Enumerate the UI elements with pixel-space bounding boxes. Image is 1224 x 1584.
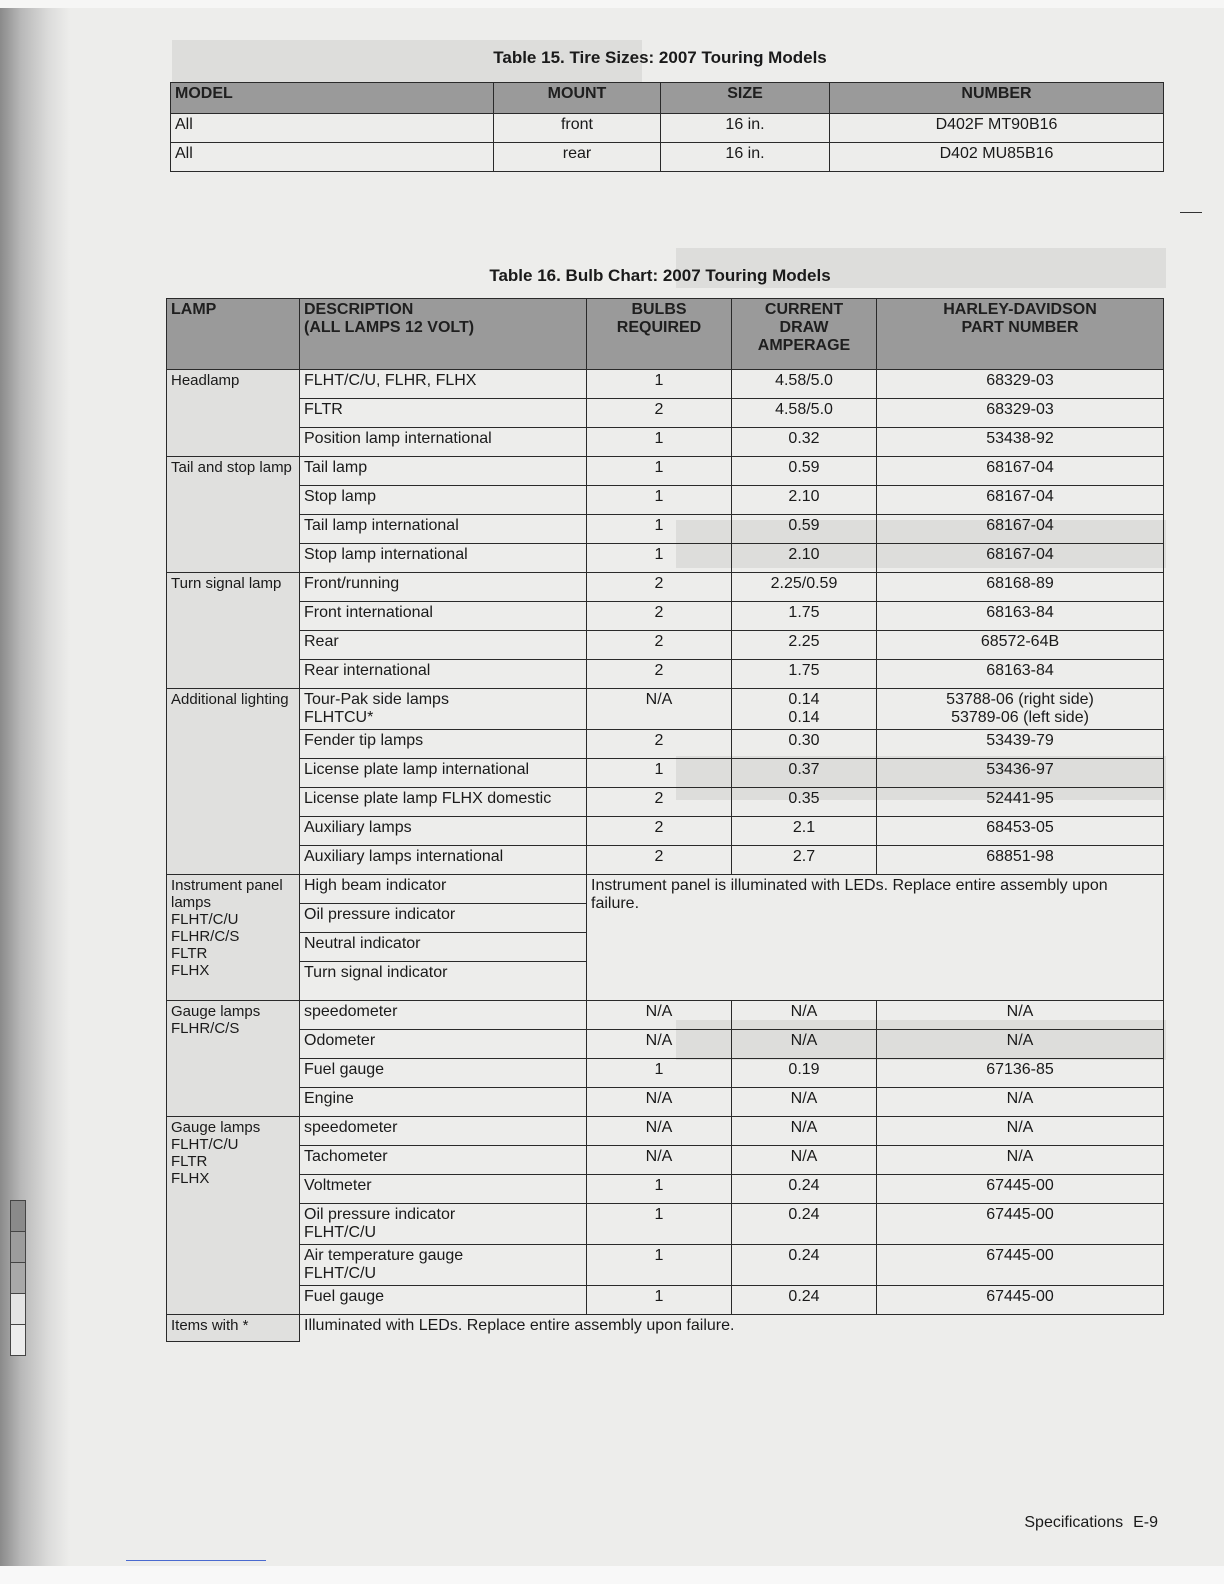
cell: 2 [587, 631, 732, 660]
margin-tab-marks [10, 1200, 26, 1356]
cell: 67136-85 [877, 1059, 1164, 1088]
cell: 2 [587, 817, 732, 846]
table-row [167, 1175, 1164, 1204]
cell: 68167-04 [877, 544, 1164, 573]
cell [300, 689, 587, 730]
header-amperage-line2: DRAW [779, 319, 829, 336]
header-amperage-line3: AMPERAGE [757, 337, 851, 354]
cell: License plate lamp FLHX domestic [300, 788, 587, 817]
cell: N/A [587, 1030, 732, 1059]
group-tail-stop: Tail and stop lamp [167, 457, 300, 573]
cell: rear [494, 143, 661, 172]
header-bulbs-line1: BULBS [631, 301, 687, 318]
model-label: FLTR [171, 945, 208, 962]
cell: Fuel gauge [300, 1059, 587, 1088]
cell: Tail lamp international [300, 515, 587, 544]
header-part-number [877, 299, 1164, 370]
cell-line: Oil pressure indicator [304, 1206, 456, 1223]
header-description-line2: (ALL LAMPS 12 VOLT) [304, 319, 475, 336]
cell: 1 [587, 1245, 732, 1286]
cell: 0.24 [732, 1286, 877, 1315]
cell: 1 [587, 428, 732, 457]
group-items-with-asterisk: Items with * [167, 1315, 300, 1342]
cell: Front international [300, 602, 587, 631]
instrument-panel-note: Instrument panel is illuminated with LEDs. Replace entire assembly upon failure. [587, 875, 1164, 1001]
group-instrument-panel-label: Instrument panel lamps [171, 877, 283, 911]
cell: 0.59 [732, 457, 877, 486]
cell: N/A [877, 1001, 1164, 1030]
table-row [171, 143, 1164, 172]
scan-artifact-line [126, 1560, 266, 1561]
table-row [167, 457, 1164, 486]
group-headlamp: Headlamp [167, 370, 300, 457]
cell [300, 1204, 587, 1245]
cell: 68167-04 [877, 515, 1164, 544]
cell: 1 [587, 457, 732, 486]
margin-tab [10, 1293, 26, 1324]
cell: All [171, 114, 494, 143]
cell: FLHT/C/U, FLHR, FLHX [300, 370, 587, 399]
cell: Neutral indicator [300, 933, 587, 962]
header-size: SIZE [661, 83, 830, 114]
cell: 0.24 [732, 1175, 877, 1204]
cell: Rear international [300, 660, 587, 689]
cell: 68329-03 [877, 370, 1164, 399]
cell: 1.75 [732, 602, 877, 631]
cell-line: 0.14 [788, 691, 820, 708]
cell: Auxiliary lamps [300, 817, 587, 846]
cell: 68167-04 [877, 457, 1164, 486]
cell: N/A [732, 1117, 877, 1146]
cell: 68572-64B [877, 631, 1164, 660]
bottom-edge [0, 1566, 1224, 1584]
cell: FLTR [300, 399, 587, 428]
table-row [167, 817, 1164, 846]
cell: 2 [587, 573, 732, 602]
table-row [167, 515, 1164, 544]
cell-line: FLHTCU* [304, 709, 374, 726]
model-label: FLHT/C/U [171, 911, 239, 928]
table-row [167, 730, 1164, 759]
cell: D402F MT90B16 [830, 114, 1164, 143]
header-description-line1: DESCRIPTION [304, 301, 414, 318]
group-additional-lighting: Additional lighting [167, 689, 300, 875]
cell: Fender tip lamps [300, 730, 587, 759]
table-row [171, 114, 1164, 143]
tire-table-title: Table 15. Tire Sizes: 2007 Touring Models [493, 48, 827, 67]
cell: 68329-03 [877, 399, 1164, 428]
cell: 1 [587, 370, 732, 399]
cell-line: 0.14 [788, 709, 820, 726]
header-part-number-line1: HARLEY-DAVIDSON [943, 301, 1097, 318]
margin-tab [10, 1200, 26, 1231]
cell [732, 689, 877, 730]
model-label: FLHR/C/S [171, 928, 240, 945]
table-row [167, 1001, 1164, 1030]
cell: 2.7 [732, 846, 877, 875]
cell: Front/running [300, 573, 587, 602]
cell: N/A [877, 1030, 1164, 1059]
cell: 53439-79 [877, 730, 1164, 759]
margin-tab [10, 1231, 26, 1262]
model-label: FLHX [171, 1170, 210, 1187]
margin-tab [10, 1324, 26, 1356]
table-row [167, 1315, 1164, 1342]
items-note: Illuminated with LEDs. Replace entire assembly upon failure. [300, 1315, 1164, 1342]
cell: N/A [587, 1088, 732, 1117]
cell: 1 [587, 1059, 732, 1088]
cell: 1 [587, 1204, 732, 1245]
cell: Voltmeter [300, 1175, 587, 1204]
table-row [167, 875, 1164, 904]
cell: 67445-00 [877, 1204, 1164, 1245]
cell: 1 [587, 759, 732, 788]
cell: 0.37 [732, 759, 877, 788]
cell: 68168-89 [877, 573, 1164, 602]
cell: 0.59 [732, 515, 877, 544]
cell: 2.25 [732, 631, 877, 660]
table-row [167, 1088, 1164, 1117]
page-footer [1024, 1514, 1158, 1532]
cell: Turn signal indicator [300, 962, 587, 1001]
cell: 0.19 [732, 1059, 877, 1088]
group-gauge-lamps-label: Gauge lamps [171, 1003, 261, 1020]
table-row [167, 428, 1164, 457]
cell: 16 in. [661, 143, 830, 172]
cell: Auxiliary lamps international [300, 846, 587, 875]
cell: High beam indicator [300, 875, 587, 904]
table-row [167, 486, 1164, 515]
cell: 52441-95 [877, 788, 1164, 817]
cell: 68163-84 [877, 602, 1164, 631]
cell: 53436-97 [877, 759, 1164, 788]
cell: 0.30 [732, 730, 877, 759]
cell: N/A [732, 1030, 877, 1059]
group-turn-signal: Turn signal lamp [167, 573, 300, 689]
cell: 2 [587, 602, 732, 631]
cell [300, 1245, 587, 1286]
model-label: FLTR [171, 1153, 208, 1170]
cell: 16 in. [661, 114, 830, 143]
stray-mark [1180, 212, 1202, 213]
cell [877, 689, 1164, 730]
table-row [167, 1146, 1164, 1175]
cell: Oil pressure indicator [300, 904, 587, 933]
group-instrument-panel [167, 875, 300, 1001]
table-row [167, 759, 1164, 788]
cell: N/A [877, 1146, 1164, 1175]
cell: 2.10 [732, 544, 877, 573]
cell: N/A [587, 1146, 732, 1175]
cell-line: FLHT/C/U [304, 1224, 376, 1241]
cell: N/A [587, 1001, 732, 1030]
header-model: MODEL [171, 83, 494, 114]
cell: 2.10 [732, 486, 877, 515]
table-row [167, 788, 1164, 817]
table-row [167, 1204, 1164, 1245]
cell-line: Tour-Pak side lamps [304, 691, 449, 708]
cell: 53438-92 [877, 428, 1164, 457]
cell: N/A [877, 1088, 1164, 1117]
cell: Engine [300, 1088, 587, 1117]
table-row [167, 1059, 1164, 1088]
cell: License plate lamp international [300, 759, 587, 788]
cell: Fuel gauge [300, 1286, 587, 1315]
cell: 1 [587, 1286, 732, 1315]
header-bulbs [587, 299, 732, 370]
cell: Tail lamp [300, 457, 587, 486]
cell: 67445-00 [877, 1286, 1164, 1315]
header-mount: MOUNT [494, 83, 661, 114]
table-row [167, 1030, 1164, 1059]
cell: 2.25/0.59 [732, 573, 877, 602]
group-gauge-lamps-flhr [167, 1001, 300, 1117]
cell: All [171, 143, 494, 172]
cell: 2 [587, 788, 732, 817]
cell: 68851-98 [877, 846, 1164, 875]
table-row [167, 631, 1164, 660]
cell: 67445-00 [877, 1245, 1164, 1286]
cell: speedometer [300, 1001, 587, 1030]
cell: 1 [587, 1175, 732, 1204]
cell: Odometer [300, 1030, 587, 1059]
cell: 1.75 [732, 660, 877, 689]
header-bulbs-line2: REQUIRED [616, 319, 702, 336]
table-header-row [171, 83, 1164, 114]
table-row [167, 399, 1164, 428]
cell: 2 [587, 730, 732, 759]
cell: 2 [587, 660, 732, 689]
table-row [167, 370, 1164, 399]
table-row [167, 689, 1164, 730]
cell: 0.32 [732, 428, 877, 457]
table-row [167, 573, 1164, 602]
cell: Stop lamp [300, 486, 587, 515]
table-row [167, 602, 1164, 631]
table-row [167, 1117, 1164, 1146]
cell: N/A [587, 1117, 732, 1146]
cell-line: Air temperature gauge [304, 1247, 464, 1264]
cell-line: 53789-06 (left side) [951, 709, 1089, 726]
group-gauge-lamps-label: Gauge lamps [171, 1119, 261, 1136]
cell: N/A [587, 689, 732, 730]
model-label: FLHX [171, 962, 210, 979]
group-gauge-lamps-flht [167, 1117, 300, 1315]
cell: front [494, 114, 661, 143]
footer-section: Specifications [1024, 1514, 1124, 1531]
cell: N/A [732, 1088, 877, 1117]
footer-page-number: E-9 [1133, 1514, 1158, 1531]
table-row [167, 1245, 1164, 1286]
header-amperage-line1: CURRENT [764, 301, 844, 318]
cell: 2 [587, 846, 732, 875]
cell: 2.1 [732, 817, 877, 846]
table-header-row [167, 299, 1164, 370]
table-row [167, 660, 1164, 689]
cell: 0.24 [732, 1204, 877, 1245]
table-row [167, 846, 1164, 875]
cell: 68167-04 [877, 486, 1164, 515]
header-description [300, 299, 587, 370]
cell: 1 [587, 544, 732, 573]
cell: Rear [300, 631, 587, 660]
bulb-table-title: Table 16. Bulb Chart: 2007 Touring Models [489, 266, 831, 285]
cell: 1 [587, 486, 732, 515]
tire-sizes-table [170, 82, 1164, 172]
cell: 1 [587, 515, 732, 544]
cell-line: FLHT/C/U [304, 1265, 376, 1282]
cell: 4.58/5.0 [732, 370, 877, 399]
table-row [167, 544, 1164, 573]
top-edge [0, 0, 1224, 8]
model-label: FLHT/C/U [171, 1136, 239, 1153]
cell: 68453-05 [877, 817, 1164, 846]
cell: N/A [732, 1146, 877, 1175]
cell: 0.24 [732, 1245, 877, 1286]
cell: Position lamp international [300, 428, 587, 457]
cell: 68163-84 [877, 660, 1164, 689]
cell: Tachometer [300, 1146, 587, 1175]
cell: 4.58/5.0 [732, 399, 877, 428]
cell: N/A [732, 1001, 877, 1030]
model-label: FLHR/C/S [171, 1020, 240, 1037]
cell: 67445-00 [877, 1175, 1164, 1204]
cell: N/A [877, 1117, 1164, 1146]
table-row [167, 1286, 1164, 1315]
header-number: NUMBER [830, 83, 1164, 114]
cell: Stop lamp international [300, 544, 587, 573]
cell-line: 53788-06 (right side) [946, 691, 1094, 708]
cell: D402 MU85B16 [830, 143, 1164, 172]
bulb-chart-table [166, 298, 1164, 1342]
cell: 2 [587, 399, 732, 428]
margin-tab [10, 1262, 26, 1293]
cell: speedometer [300, 1117, 587, 1146]
cell: 0.35 [732, 788, 877, 817]
header-amperage [732, 299, 877, 370]
header-part-number-line2: PART NUMBER [961, 319, 1079, 336]
header-lamp: LAMP [167, 299, 300, 370]
